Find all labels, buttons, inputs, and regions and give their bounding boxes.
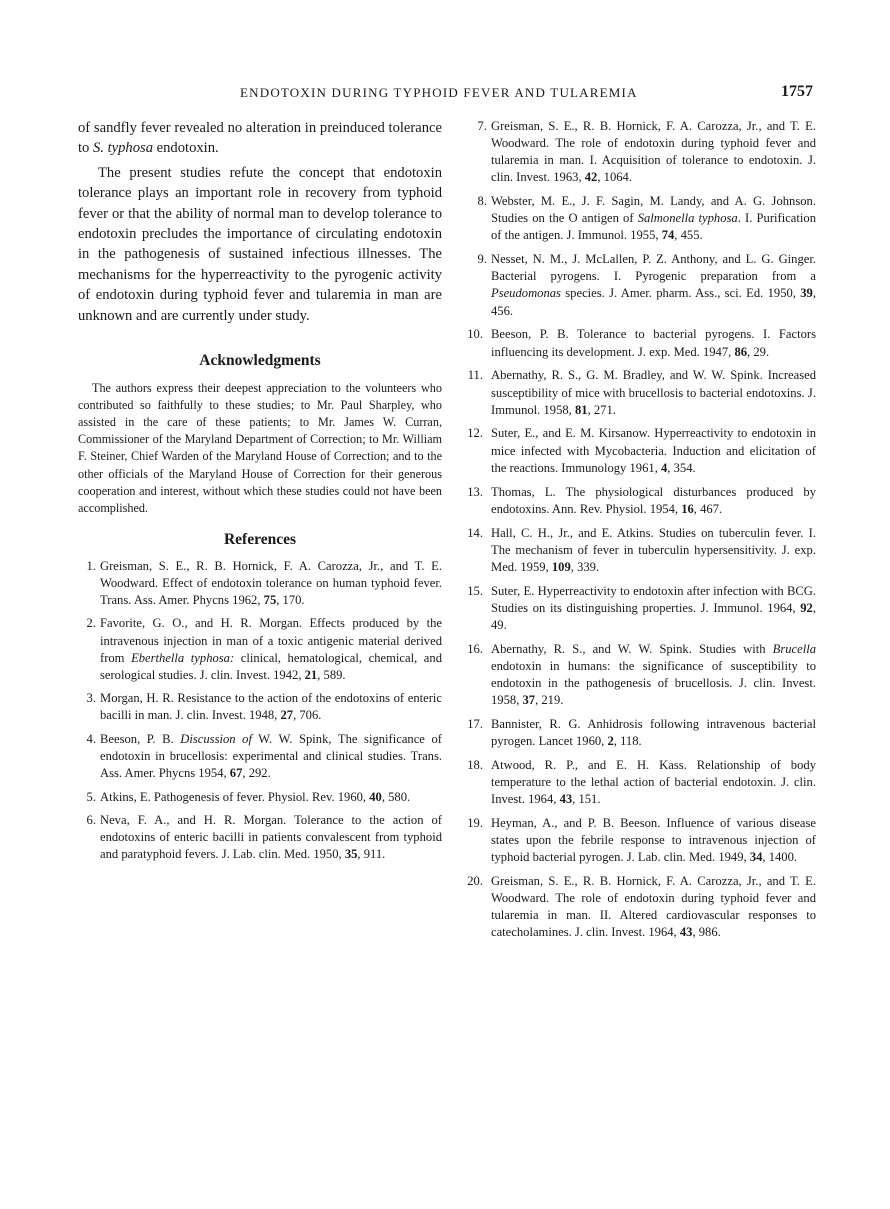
reference-segment: , 1064.	[597, 170, 632, 185]
reference-item	[469, 525, 816, 576]
reference-segment: , 292.	[242, 766, 271, 781]
reference-text	[100, 559, 442, 607]
reference-segment: , 1400.	[762, 850, 798, 865]
volume-number: 27	[280, 708, 294, 723]
reference-segment: Suter, E., and E. M. Kirsanow. Hyperreactivity to endotoxin in mice infected with Mycobacteria. Induction and elicitation of the reactions. Immunology 1961,	[491, 426, 816, 475]
reference-segment: , 271.	[587, 402, 616, 417]
page-number: 1757	[781, 83, 813, 100]
reference-segment: Beeson, P. B.	[100, 731, 181, 746]
reference-item	[469, 815, 816, 866]
reference-item	[78, 812, 442, 863]
volume-number: 16	[681, 501, 694, 516]
reference-segment: , 118.	[613, 733, 642, 748]
reference-item	[469, 716, 816, 750]
italic-term: Brucella	[772, 641, 816, 656]
reference-number: 17.	[467, 716, 483, 731]
reference-segment: , 706.	[293, 708, 322, 723]
reference-segment: species. J. Amer. pharm. Ass., sci. Ed. 1950,	[560, 286, 801, 301]
reference-segment: , 456.	[491, 286, 816, 318]
reference-item	[469, 425, 816, 476]
reference-text	[491, 194, 816, 242]
reference-segment: Thomas, L. The physiological disturbances produced by endotoxins. Ann. Rev. Physiol. 1954,	[491, 484, 816, 516]
volume-number: 43	[679, 925, 693, 940]
reference-text	[491, 584, 816, 632]
reference-number: 16.	[467, 641, 483, 656]
reference-number: 4.	[86, 731, 96, 746]
running-head: ENDOTOXIN DURING TYPHOID FEVER AND TULAREMIA	[240, 85, 638, 100]
reference-segment: Greisman, S. E., R. B. Hornick, F. A. Carozza, Jr., and T. E. Woodward. The role of endotoxin during typhoid fever and tularemia in man. I. Acquisition of tolerance to endotoxin. J. clin. Invest. 1963,	[491, 119, 816, 185]
italic-term: Salmonella typhosa	[637, 211, 738, 226]
reference-number: 13.	[467, 484, 483, 499]
reference-number: 18.	[467, 757, 483, 772]
reference-number: 2.	[86, 616, 96, 631]
reference-item	[469, 641, 816, 709]
reference-item	[469, 873, 816, 941]
italic-term: Pseudomonas	[491, 286, 561, 301]
reference-segment: Abernathy, R. S., and W. W. Spink. Studies with	[491, 641, 773, 656]
volume-number: 43	[559, 792, 573, 807]
reference-text	[491, 642, 816, 707]
reference-item	[469, 583, 816, 634]
reference-segment: Suter, E. Hyperreactivity to endotoxin after infection with BCG. Studies on its distinguishing properties. J. Immunol. 1964,	[491, 583, 816, 615]
reference-number: 3.	[86, 691, 96, 706]
right-column	[469, 118, 816, 948]
reference-segment: , 219.	[535, 692, 564, 707]
organism-name: S. typhosa	[93, 140, 153, 157]
reference-text	[491, 426, 816, 474]
reference-number: 12.	[467, 426, 483, 441]
reference-text	[100, 691, 442, 722]
reference-text	[100, 732, 442, 780]
reference-segment: , 580.	[381, 789, 411, 804]
reference-segment: Atwood, R. P., and E. H. Kass. Relationship of body temperature to the lethal action of bacterial endotoxin. J. clin. Invest. 1964,	[491, 757, 816, 807]
para1-text-end: endotoxin.	[153, 140, 219, 157]
reference-segment: , 986.	[692, 925, 721, 940]
reference-text	[100, 616, 442, 681]
volume-number: 92	[800, 600, 813, 615]
reference-segment: , 151.	[572, 792, 601, 807]
reference-list-left	[78, 558, 442, 863]
volume-number: 2	[607, 733, 614, 748]
volume-number: 74	[661, 228, 675, 243]
reference-segment: Bannister, R. G. Anhidrosis following intravenous bacterial pyrogen. Lancet 1960,	[491, 716, 816, 748]
reference-segment: Atkins, E. Pathogenesis of fever. Physiol. Rev. 1960,	[100, 789, 370, 804]
volume-number: 37	[522, 692, 536, 707]
reference-segment: , 29.	[747, 344, 770, 359]
body-paragraph-conclusion: The present studies refute the concept that endotoxin tolerance plays an important role in recovery from typhoid fever or that the ability of normal man to develop tolerance to endotoxin precludes the importance of circulating endotoxin in the pathogenesis of sustained infectious illnesses. The mechanisms for the hyperreactivity to the pyrogenic activity of endotoxin during typhoid fever and tularemia in man are unknown and are currently under study.	[78, 164, 442, 324]
volume-number: 81	[574, 402, 588, 417]
reference-segment: , 49.	[491, 600, 816, 632]
reference-segment: Heyman, A., and P. B. Beeson. Influence of various disease states upon the febrile response to intravenous injection of typhoid bacterial pyrogen. J. Lab. clin. Med. 1949,	[491, 815, 816, 865]
italic-term: Discussion of	[180, 731, 252, 746]
body-paragraph-continued	[78, 118, 442, 159]
reference-segment: Morgan, H. R. Resistance to the action of the endotoxins of enteric bacilli in man. J. clin. Invest. 1948,	[100, 691, 442, 723]
reference-segment: . I. Purification of the antigen. J. Immunol. 1955,	[491, 211, 816, 243]
volume-number: 86	[734, 344, 748, 359]
volume-number: 4	[661, 460, 668, 475]
reference-segment: , 339.	[570, 559, 600, 574]
reference-segment: clinical, hematological, chemical, and serological studies. J. clin. Invest. 1942,	[100, 650, 442, 682]
reference-number: 10.	[467, 327, 483, 342]
reference-number: 14.	[467, 525, 483, 540]
reference-segment: W. W. Spink, The significance of endotoxin in brucellosis: experimental and clinical studies. Trans. Ass. Amer. Phycns 1954,	[100, 731, 442, 781]
italic-term: Eberthella typhosa:	[131, 650, 235, 665]
reference-text	[491, 526, 816, 574]
left-column	[78, 118, 442, 870]
reference-segment: , 455.	[674, 228, 703, 243]
reference-item	[78, 789, 442, 806]
reference-number: 20.	[467, 874, 483, 889]
reference-number: 8.	[477, 194, 487, 209]
reference-segment: , 911.	[357, 847, 386, 862]
volume-number: 35	[344, 847, 358, 862]
reference-text	[491, 874, 816, 939]
reference-item	[78, 690, 442, 724]
volume-number: 21	[304, 667, 318, 682]
references-heading: References	[223, 530, 296, 548]
reference-text	[491, 119, 816, 184]
reference-item	[469, 484, 816, 518]
volume-number: 109	[551, 559, 571, 574]
reference-segment: Greisman, S. E., R. B. Hornick, F. A. Carozza, Jr., and T. E. Woodward. Effect of endotoxin tolerance on human typhoid fever. Trans. Ass. Amer. Phycns 1962,	[100, 558, 442, 607]
reference-item	[78, 558, 442, 609]
volume-number: 42	[584, 170, 598, 185]
acknowledgments-text: The authors express their deepest appreciation to the volunteers who contributed so faithfully to these studies; to Mr. Paul Sharpley, who assisted in the care of these patients; to Mr. James W. Curran, Commissioner of the Maryland Department of Correction; to Mr. William F. Steiner, Chief Warden of the Maryland House of Correction; and to the other officials of the Maryland House of Correction for their generous cooperation and interest, without which these studies could not have been accomplished.	[78, 381, 442, 515]
reference-text	[100, 813, 442, 861]
reference-segment: Nesset, N. M., J. McLallen, P. Z. Anthony, and L. G. Ginger. Bacterial pyrogens. I. Pyrogenic preparation from a	[491, 252, 816, 284]
para1-text-start: of sandfly fever revealed no alteration in preinduced tolerance to	[78, 120, 442, 157]
reference-text	[491, 758, 816, 806]
reference-number: 1.	[86, 558, 96, 573]
reference-segment: Neva, F. A., and H. R. Morgan. Tolerance to the action of endotoxins of enteric bacilli in patients convalescent from typhoid and paratyphoid fevers. J. Lab. clin. Med. 1950,	[100, 812, 442, 862]
volume-number: 40	[369, 789, 382, 804]
reference-text	[491, 368, 816, 416]
reference-text	[491, 717, 816, 748]
reference-item	[78, 731, 442, 782]
reference-segment: Webster, M. E., J. F. Sagin, M. Landy, and A. G. Johnson. Studies on the O antigen of	[491, 194, 816, 226]
reference-item	[469, 251, 816, 319]
reference-segment: , 170.	[276, 593, 305, 607]
reference-text	[491, 816, 816, 864]
reference-segment: Greisman, S. E., R. B. Hornick, F. A. Carozza, Jr., and T. E. Woodward. The role of endotoxin during typhoid fever and tularemia in man. II. Altered cardiovascular responses to catecholamines. J. clin. Invest. 1964,	[491, 874, 816, 940]
reference-segment: Favorite, G. O., and H. R. Morgan. Effects produced by the intravenous injection in man of a toxic antigenic material derived from	[100, 616, 442, 665]
reference-list-right	[469, 118, 816, 941]
reference-segment: , 354.	[667, 460, 696, 475]
reference-number: 9.	[477, 252, 487, 267]
reference-text	[100, 790, 410, 804]
reference-item	[78, 615, 442, 683]
reference-number: 11.	[467, 368, 483, 383]
reference-number: 6.	[86, 812, 96, 827]
reference-number: 19.	[467, 815, 483, 830]
reference-number: 7.	[477, 119, 487, 133]
reference-segment: , 589.	[317, 667, 346, 682]
volume-number: 34	[749, 850, 763, 865]
acknowledgments-heading: Acknowledgments	[199, 352, 321, 370]
reference-segment: Hall, C. H., Jr., and E. Atkins. Studies on tuberculin fever. I. The mechanism of fever in tuberculin hypersensitivity. J. exp. Med. 1959,	[491, 525, 816, 574]
volume-number: 39	[800, 286, 813, 301]
reference-item	[469, 193, 816, 244]
reference-item	[469, 326, 816, 360]
reference-text	[491, 485, 816, 516]
volume-number: 67	[229, 766, 243, 781]
reference-item	[469, 367, 816, 418]
reference-item	[469, 118, 816, 186]
reference-text	[491, 252, 816, 317]
volume-number: 75	[263, 593, 277, 607]
reference-segment: Beeson, P. B. Tolerance to bacterial pyrogens. I. Factors influencing its development. J. exp. Med. 1947,	[491, 327, 816, 359]
reference-text	[491, 327, 816, 358]
reference-number: 5.	[86, 789, 96, 804]
reference-item	[469, 757, 816, 808]
reference-segment: endotoxin in humans: the significance of susceptibility to endotoxin in the pathogenesis of brucellosis. J. clin. Invest. 1958,	[491, 658, 816, 707]
reference-segment: , 467.	[693, 501, 723, 516]
reference-number: 15.	[467, 583, 483, 598]
reference-segment: Abernathy, R. S., G. M. Bradley, and W. W. Spink. Increased susceptibility of mice with brucellosis to bacterial endotoxins. J. Immunol. 1958,	[491, 368, 816, 417]
